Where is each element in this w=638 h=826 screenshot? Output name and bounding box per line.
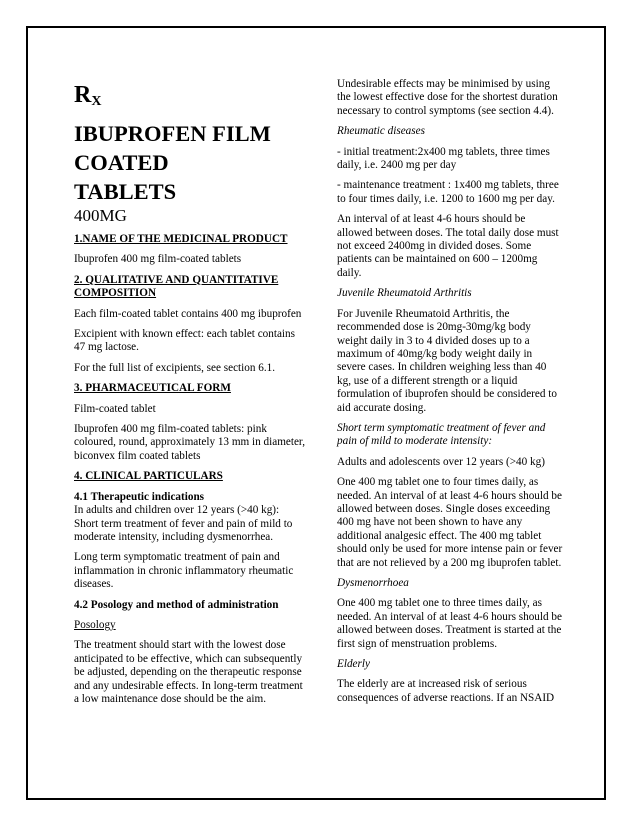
right-column [337, 78, 563, 712]
paragraph: Adults and adolescents over 12 years (>40 kg) [337, 455, 545, 468]
paragraph: Undesirable effects may be minimised by using the lowest effective dose for the shortest duration necessary to control symptoms (see section 4.4). [337, 78, 558, 117]
left-column [74, 78, 306, 713]
italic-heading: Rheumatic diseases [337, 125, 425, 138]
paragraph: The elderly are at increased risk of serious consequences of adverse reactions. If an NSAID [337, 678, 555, 704]
italic-heading: Short term symptomatic treatment of fever and pain of mild to moderate intensity: [337, 421, 546, 448]
section-heading: 2. QUALITATIVE AND QUANTITATIVE COMPOSITION [74, 273, 279, 300]
paragraph: Excipient with known effect: each tablet contains 47 mg lactose. [74, 328, 295, 354]
paragraph: - maintenance treatment : 1x400 mg tablets, three to four times daily, i.e. 1200 to 1600 mg per day. [337, 179, 559, 205]
paragraph: The treatment should start with the lowest dose anticipated to be effective, which can subsequently be adjusted, depending on the therapeutic response and any undesirable effects. In long-term treatment a low maintenance dose should be the aim. [74, 639, 303, 705]
paragraph: Ibuprofen 400 mg film-coated tablets: pink coloured, round, approximately 13 mm in diameter, biconvex film coated tablets [74, 423, 306, 462]
paragraph: An interval of at least 4-6 hours should be allowed between doses. The total daily dose must not exceed 2400mg in divided doses. Some patients can be maintained on 600 – 1200mg daily. [337, 213, 559, 279]
paragraph: For Juvenile Rheumatoid Arthritis, the recommended dose is 20mg-30mg/kg body weight daily in 3 to 4 divided doses up to a maximum of 40mg/kg body weight daily in severe cases. In children weighing less than 40 kg, use of a different strength or a liquid formulation of ibuprofen should be considered to aid accurate dosing. [337, 307, 557, 414]
section-heading: 1.NAME OF THE MEDICINAL PRODUCT [74, 233, 288, 245]
paragraph: Film-coated tablet [74, 402, 156, 415]
subsection-heading: 4.2 Posology and method of administration [74, 598, 279, 611]
paragraph: Each film-coated tablet contains 400 mg ibuprofen [74, 307, 302, 320]
title-line: COATED [74, 150, 169, 175]
paragraph: Long term symptomatic treatment of pain and inflammation in chronic inflammatory rheumatic diseases. [74, 551, 294, 591]
paragraph: In adults and children over 12 years (>40 kg): Short term treatment of fever and pain of mild to moderate intensity, including dysmenorrhea. [74, 504, 293, 543]
product-strength: 400MG [74, 206, 127, 225]
paragraph: For the full list of excipients, see section 6.1. [74, 361, 276, 374]
paragraph: - initial treatment:2x400 mg tablets, three times daily, i.e. 2400 mg per day [337, 145, 550, 172]
italic-heading: Juvenile Rheumatoid Arthritis [337, 287, 472, 300]
paragraph: One 400 mg tablet one to three times daily, as needed. An interval of at least 4-6 hours should be allowed between doses. Treatment is started at the first sign of menstruation problems. [337, 597, 562, 650]
subsection-heading: 4.1 Therapeutic indications [74, 490, 205, 503]
title-line: TABLETS [74, 179, 177, 204]
paragraph: Ibuprofen 400 mg film-coated tablets [74, 253, 242, 266]
paragraph: One 400 mg tablet one to four times daily, as needed. An interval of at least 4-6 hours should be allowed between doses. Single doses exceeding 400 mg have not been shown to have any additional analgesic effect. The 400 mg tablet should only be used for more intense pain or fever that are not relieved by a 200 mg ibuprofen tablet. [337, 476, 563, 569]
product-title [74, 119, 306, 206]
italic-heading: Dysmenorrhoea [337, 577, 409, 589]
section-heading: 4. CLINICAL PARTICULARS [74, 470, 223, 483]
section-heading: 3. PHARMACEUTICAL FORM [74, 382, 231, 395]
italic-heading: Elderly [337, 658, 370, 671]
title-line: IBUPROFEN FILM [74, 121, 271, 146]
rx-symbol: $R_X$ [74, 82, 102, 109]
posology-label: Posology [74, 618, 116, 631]
